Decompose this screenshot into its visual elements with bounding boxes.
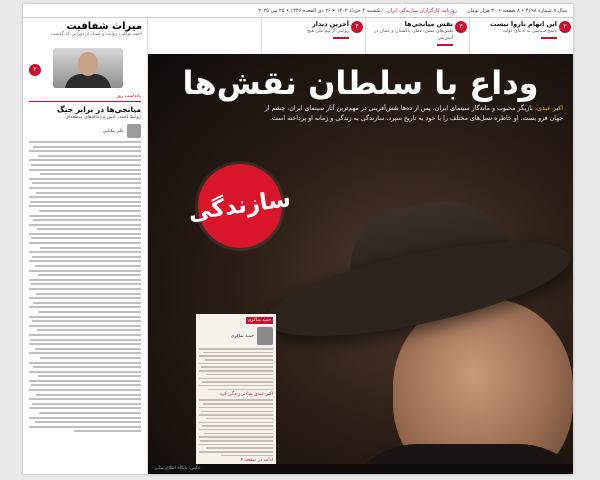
card-continue-note[interactable]: ادامه در صفحه ۴ — [240, 458, 273, 464]
teaser-divider — [541, 37, 557, 39]
card-subheading: اکبر عبدی شادتر زندگی کرد — [219, 392, 273, 398]
photo-credit: عکس: پایگاه اطلاع‌رسانی — [148, 464, 573, 474]
teaser-divider — [333, 37, 349, 39]
page-number-badge: ۴ — [351, 21, 363, 33]
teaser-item[interactable] — [365, 18, 469, 54]
masthead-strip — [23, 4, 573, 18]
page-number-badge: ۲ — [29, 64, 41, 76]
inset-article-card[interactable] — [196, 314, 276, 464]
teaser-subtitle: پاسخ سیاسی به ادعای دولت — [502, 29, 557, 34]
lead-text: ، بازیگر محبوب و ماندگار سینمای ایران، پس از ده‌ها نقش‌آفرینی در مهم‌ترین آثار سینمای ایران، چشم از جهان فرو بست. او خاطره نسل‌های مختلف را با خود به تاریخ سپرد. سازندگی به زندگی و زمانه او پرداخته است. — [264, 105, 563, 122]
teaser-title: نقش میانجی‌ها — [404, 20, 453, 28]
column-kicker: یادداشت روز — [29, 94, 141, 102]
sazandegi-logo — [187, 164, 293, 248]
newspaper-front-page — [23, 4, 573, 474]
column-headline[interactable]: میانجی‌ها در برابر جنگ — [56, 105, 141, 114]
logo-text: سازندگی — [187, 185, 293, 227]
card-tag: حمید شاکری — [247, 318, 271, 323]
inheritance-box[interactable] — [23, 18, 148, 90]
lead-paragraph — [263, 104, 563, 124]
column-author — [29, 124, 141, 138]
issue-date: یکشنبه ۴ خرداد ۱۴۰۴ • ۲۶ ذی القعده ۱۴۴۶ • ۲۵ می ۲۰۲۵ — [258, 7, 382, 14]
page-number-badge: ۳ — [455, 21, 467, 33]
teaser-item[interactable] — [261, 18, 365, 54]
column-subheadline: روابط احمد، کیش و دنباله‌های منطقه‌ای — [65, 115, 141, 120]
teaser-title: این اتهام ناروا نیست — [490, 20, 557, 28]
teaser-divider — [437, 44, 453, 46]
teaser-title: آخرین دیدار — [311, 20, 349, 28]
card-body-text — [199, 348, 273, 390]
card-body-text-2 — [199, 399, 273, 456]
portrait-head — [78, 52, 98, 76]
portrait-suit — [65, 74, 111, 88]
main-headline[interactable]: وداع با سلطان نقش‌ها — [182, 64, 539, 102]
teaser-subtitle: نقش‌های مسن، قطر، پاکستان و عمان در آتش‌بس — [374, 29, 453, 41]
card-author-name: حمید شاکری — [230, 333, 254, 339]
inheritance-subtitle: احمد توکلی، روایت و اسناد از دورانی که گذشت — [50, 32, 142, 37]
page-number-badge: ۲ — [559, 21, 571, 33]
teaser-item[interactable] — [469, 18, 573, 54]
teaser-row — [261, 18, 573, 54]
column-body-text — [29, 141, 141, 432]
author-name: علی یکتایی — [102, 128, 124, 134]
card-author-photo — [257, 327, 273, 345]
opinion-column — [23, 90, 148, 474]
author-photo — [127, 124, 141, 138]
card-author — [199, 327, 273, 345]
cover-story — [148, 54, 573, 474]
teaser-subtitle: روایتی از تیم ملی هیچ — [307, 29, 349, 34]
portrait-photo — [53, 48, 123, 88]
issue-info: سال ۹ شماره ۴۶۹۸ • ۸ صفحه • ۳۰ هزار تومان — [466, 7, 567, 14]
inheritance-title: میراث شفافیت — [66, 21, 142, 32]
lead-highlight: اکبر عبدی — [536, 105, 563, 112]
publisher-label: روزنامه کارگزاران سازندگی ایران — [387, 7, 457, 14]
